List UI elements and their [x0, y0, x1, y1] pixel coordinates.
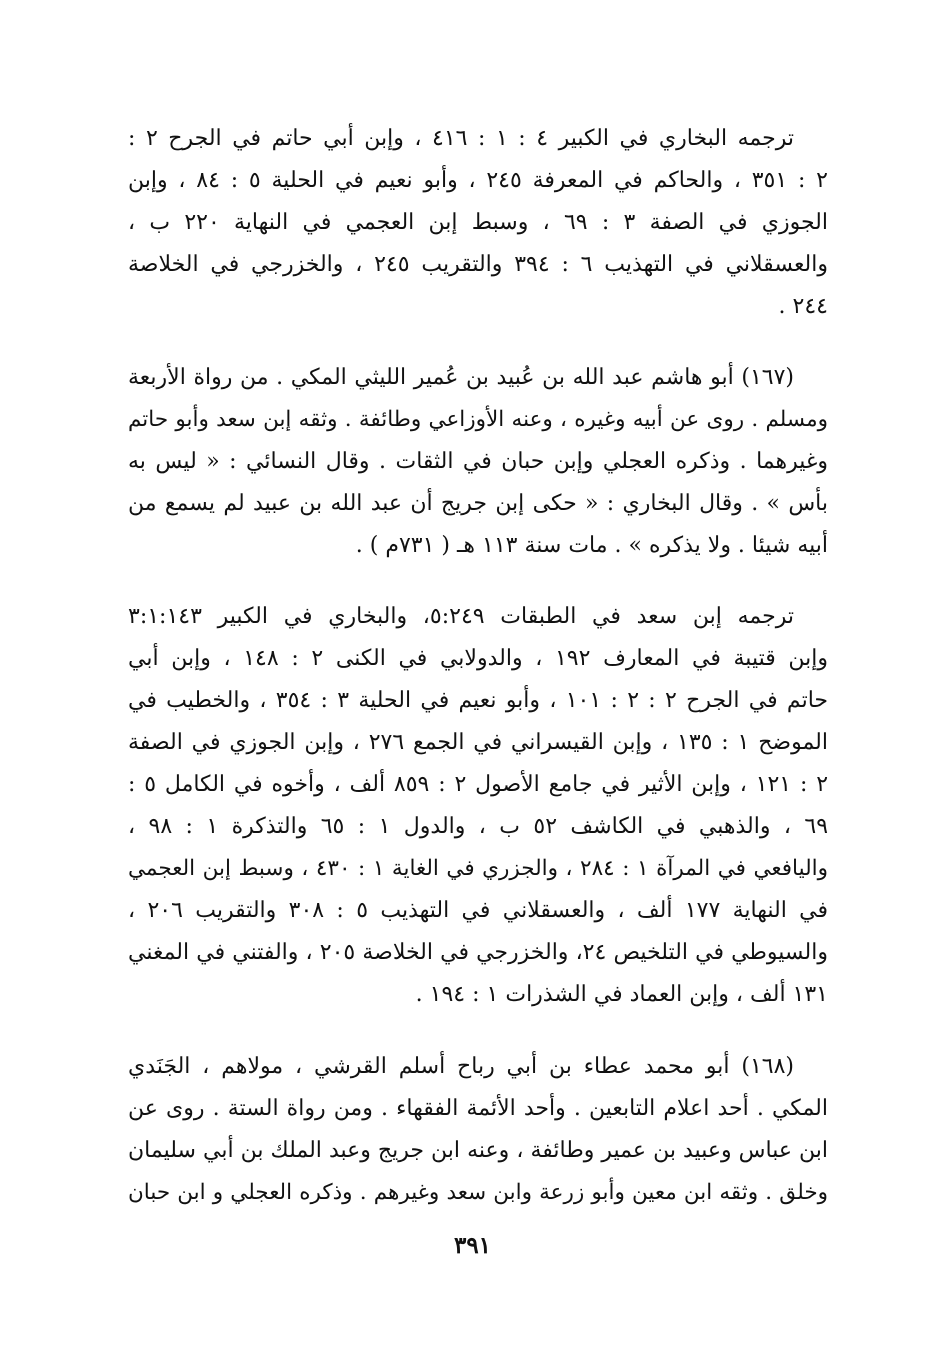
- text-line: والسيوطي في التلخيص ٢٤، والخزرجي في الخلاصة ٢٠٥ ، والفتني في المغني: [128, 940, 828, 965]
- text-line: المكي . أحد اعلام التابعين . وأحد الأئمة الفقهاء . ومن رواة الستة . روى عن: [128, 1096, 828, 1121]
- text-line: واليافعي في المرآة ١ : ٢٨٤ ، والجزري في الغاية ١ : ٤٣٠ ، وسبط إبن العجمي: [128, 856, 828, 881]
- paragraph-gap: [128, 567, 828, 596]
- text-line: (١٦٧) أبو هاشم عبد الله بن عُبيد بن عُمير الليثي المكي . من رواة الأربعة: [128, 365, 794, 390]
- biography-entry-167: [128, 357, 828, 567]
- text-line: أبيه شيئا . ولا يذكره » . مات سنة ١١٣ هـ ( ٧٣١م ) .: [355, 533, 828, 558]
- biography-entry-168: [128, 1046, 828, 1214]
- text-line: والعسقلاني في التهذيب ٦ : ٣٩٤ والتقريب ٢٤٥ ، والخزرجي في الخلاصة: [128, 252, 828, 277]
- text-line: حاتم في الجرح ٢ : ٢ : ١٠١ ، وأبو نعيم في الحلية ٣ : ٣٥٤ ، والخطيب في: [128, 688, 828, 713]
- text-line: وإبن قتيبة في المعارف ١٩٢ ، والدولابي في الكنى ٢ : ١٤٨ ، وإبن أبي: [128, 646, 828, 671]
- references-block-166: [128, 118, 828, 328]
- text-line: ٢٤٤ .: [778, 294, 828, 319]
- page-number: ٣٩١: [453, 1232, 492, 1259]
- text-line: ٢ : ١٢١ ، وإبن الأثير في جامع الأصول ٢ : ٨٥٩ ألف ، وأخوه في الكامل ٥ :: [128, 772, 829, 797]
- text-line: ومسلم . روى عن أبيه وغيره ، وعنه الأوزاعي وطائفة . وثقه إبن سعد وأبو حاتم: [128, 407, 828, 432]
- text-line: بأس » . وقال البخاري : « حكى إبن جريج أن عبد الله بن عبيد لم يسمع من: [128, 491, 828, 516]
- text-line: في النهاية ١٧٧ ألف ، والعسقلاني في التهذيب ٥ : ٣٠٨ والتقريب ٢٠٦ ،: [128, 898, 829, 923]
- page-body: [128, 118, 828, 1214]
- text-line: ٦٩ ، والذهبي في الكاشف ٥٢ ب ، والدول ١ : ٦٥ والتذكرة ١ : ٩٨ ،: [128, 814, 829, 839]
- text-line: ابن عباس وعبيد بن عمير وطائفة ، وعنه ابن جريج وعبد الملك بن أبي سليمان: [128, 1138, 828, 1163]
- text-line: ٢ : ٣٥١ ، والحاكم في المعرفة ٢٤٥ ، وأبو نعيم في الحلية ٥ : ٨٤ ، وإبن: [128, 168, 828, 193]
- text-line: (١٦٨) أبو محمد عطاء بن أبي رباح أسلم القرشي ، مولاهم ، الجَنَدي: [128, 1054, 794, 1079]
- text-line: ترجمه البخاري في الكبير ٤ : ١ : ٤١٦ ، وإبن أبي حاتم في الجرح ٢ :: [128, 126, 794, 151]
- references-block-167: [128, 596, 828, 1016]
- text-line: ترجمه إبن سعد في الطبقات ٥:٢٤٩، والبخاري في الكبير ٣:١:١٤٣: [128, 604, 794, 629]
- text-line: وغيرهما . وذكره العجلي وإبن حبان في الثقات . وقال النسائي : « ليس به: [128, 449, 828, 474]
- text-line: ١٣١ ألف ، وإبن العماد في الشذرات ١ : ١٩٤ .: [415, 982, 828, 1007]
- paragraph-gap: [128, 1016, 828, 1046]
- text-line: الجوزي في الصفة ٣ : ٦٩ ، وسبط إبن العجمي في النهاية ٢٢٠ ب ،: [128, 210, 828, 235]
- text-line: الموضح ١ : ١٣٥ ، وإبن القيسراني في الجمع ٢٧٦ ، وإبن الجوزي في الصفة: [128, 730, 828, 755]
- paragraph-gap: [128, 328, 828, 357]
- text-line: وخلق . وثقه ابن معين وأبو زرعة وابن سعد وغيرهم . وذكره العجلي و ابن حبان: [128, 1180, 828, 1205]
